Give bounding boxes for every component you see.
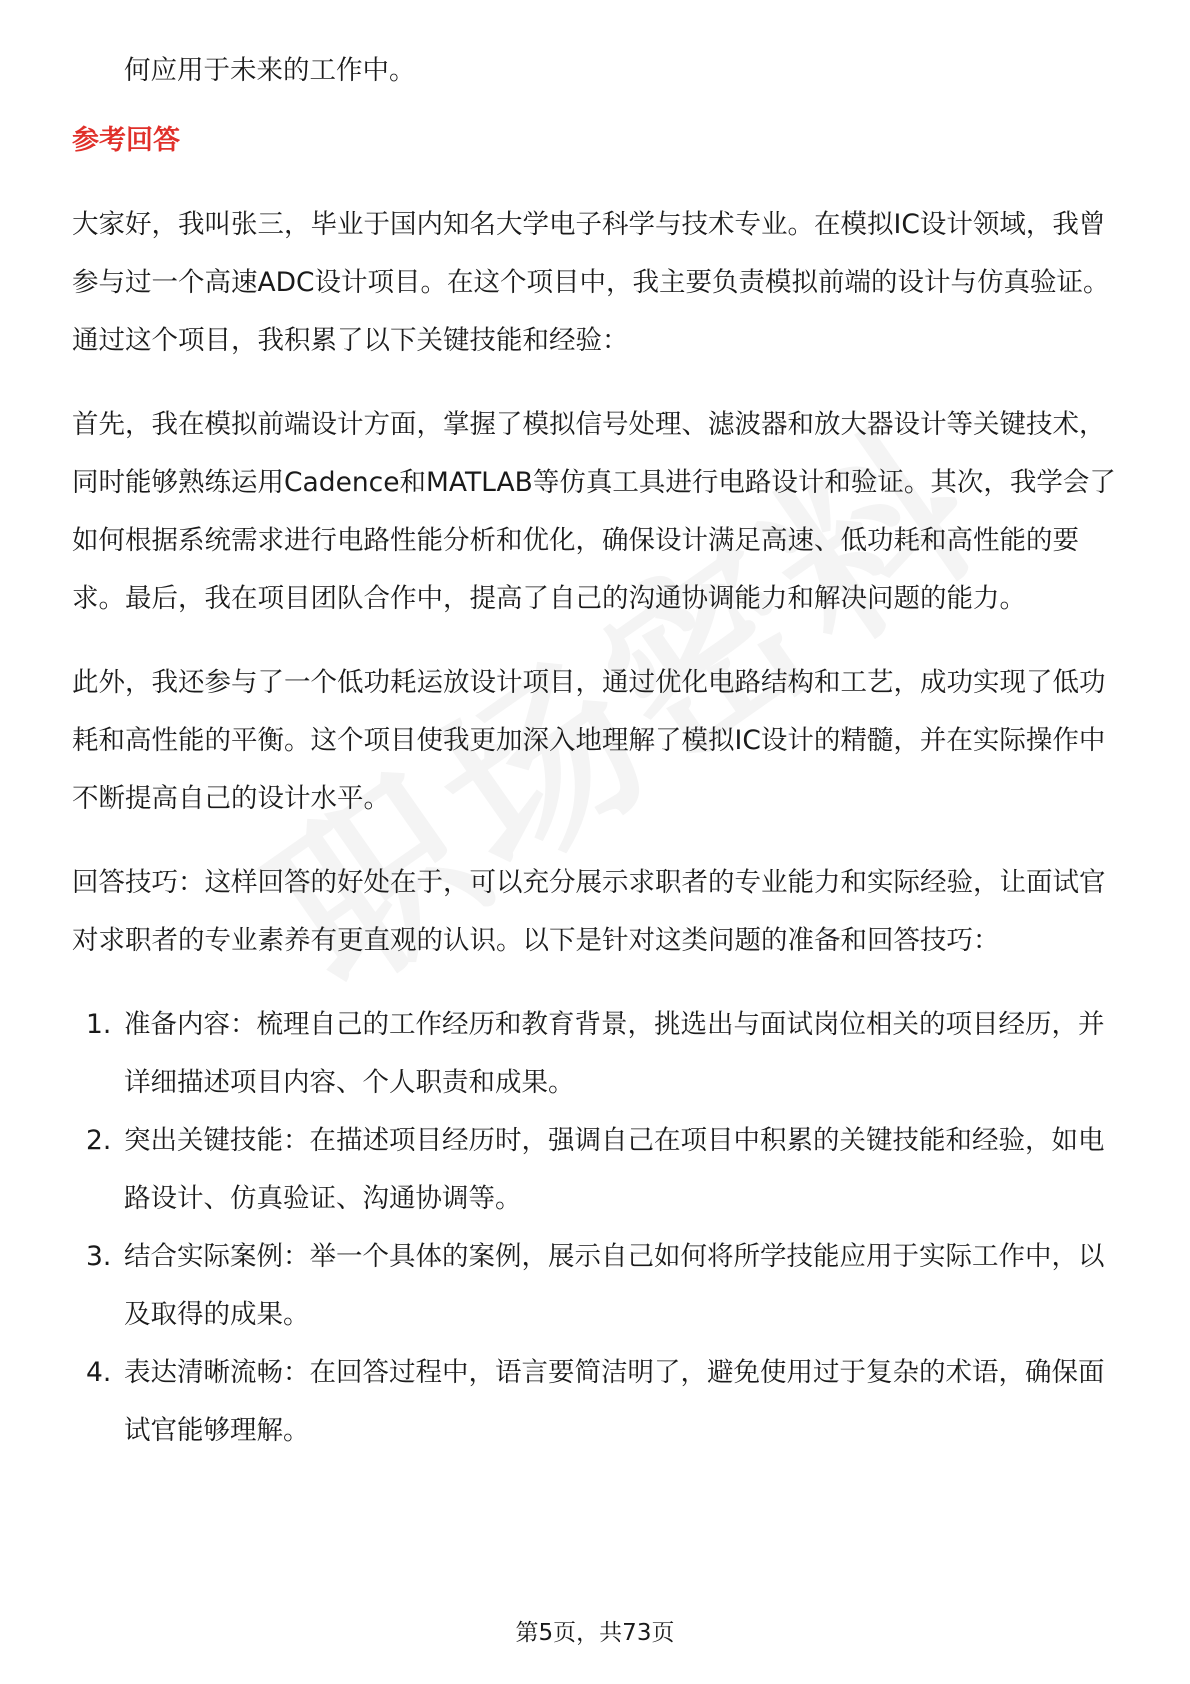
list-item (72, 1228, 1122, 1344)
list-number: 4. (86, 1357, 112, 1388)
section-heading: 参考回答 (72, 125, 180, 156)
paragraph-skills: 首先，我在模拟前端设计方面，掌握了模拟信号处理、滤波器和放大器设计等关键技术，同时能够熟练运用Cadence和MATLAB等仿真工具进行电路设计和验证。其次，我学会了如何根据系统需求进行电路性能分析和优化，确保设计满足高速、低功耗和高性能的要求。最后，我在项目团队合作中，提高了自己的沟通协调能力和解决问题的能力。 (72, 409, 1116, 614)
list-item (72, 1344, 1122, 1460)
list-item-text: 准备内容：梳理自己的工作经历和教育背景，挑选出与面试岗位相关的项目经历，并详细描述项目内容、个人职责和成果。 (124, 1009, 1105, 1098)
list-number: 1. (86, 1009, 112, 1040)
list-item-text: 结合实际案例：举一个具体的案例，展示自己如何将所学技能应用于实际工作中，以及取得的成果。 (124, 1241, 1105, 1330)
paragraph-additional: 此外，我还参与了一个低功耗运放设计项目，通过优化电路结构和工艺，成功实现了低功耗和高性能的平衡。这个项目使我更加深入地理解了模拟IC设计的精髓，并在实际操作中不断提高自己的设计水平。 (72, 667, 1106, 814)
list-item (72, 1112, 1122, 1228)
list-item-text: 突出关键技能：在描述项目经历时，强调自己在项目中积累的关键技能和经验，如电路设计、仿真验证、沟通协调等。 (124, 1125, 1105, 1214)
list-number: 3. (86, 1241, 112, 1272)
list-item-text: 表达清晰流畅：在回答过程中，语言要简洁明了，避免使用过于复杂的术语，确保面试官能够理解。 (124, 1357, 1105, 1446)
list-item (72, 996, 1122, 1112)
page-footer: 第5页，共73页 (515, 1620, 675, 1646)
paragraph-tips-intro: 回答技巧：这样回答的好处在于，可以充分展示求职者的专业能力和实际经验，让面试官对求职者的专业素养有更直观的认识。以下是针对这类问题的准备和回答技巧： (72, 867, 1106, 956)
continued-text: 何应用于未来的工作中。 (124, 55, 416, 86)
list-number: 2. (86, 1125, 112, 1156)
document-body (72, 42, 1122, 1460)
paragraph-intro: 大家好，我叫张三，毕业于国内知名大学电子科学与技术专业。在模拟IC设计领域，我曾参与过一个高速ADC设计项目。在这个项目中，我主要负责模拟前端的设计与仿真验证。通过这个项目，我积累了以下关键技能和经验： (72, 209, 1110, 356)
tips-list (72, 996, 1122, 1460)
